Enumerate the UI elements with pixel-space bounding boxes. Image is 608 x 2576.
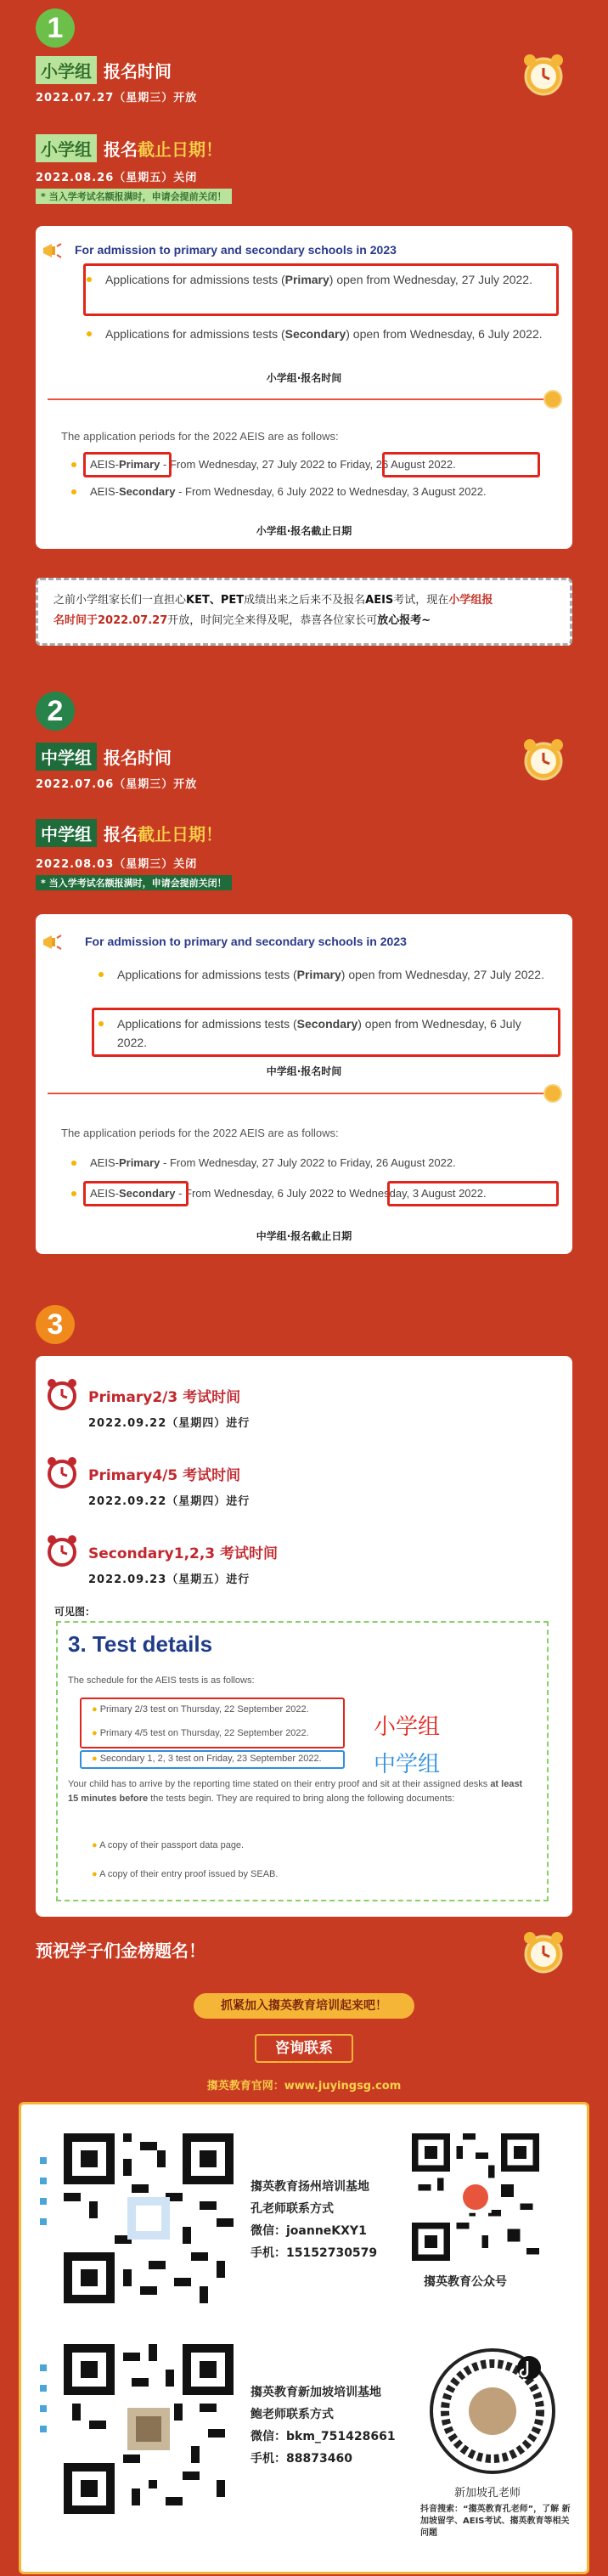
caption-deadline: 小学组·报名截止日期 [256, 525, 352, 537]
aeis-primary-row: AEIS-Primary - From Wednesday, 27 July 2022 to Friday, 26 August 2022. [90, 1154, 566, 1172]
periods-intro: The application periods for the 2022 AEIS are as follows: [61, 430, 339, 443]
website-link[interactable]: 搊英教育官网：www.juyingsg.com [206, 2080, 402, 2093]
yangzhou-contact: 搊英教育扬州培训基地 孔老师联系方式 微信：joanneKXY1 手机：15152730579 [251, 2180, 378, 2260]
parent-memo: 之前小学组家长们一直担心KET、PET成绩出来之后来不及报名AEIS考试，现在小学组报 名时间于2022.07.27开放，时间完全来得及呢，恭喜各位家长可放心报考~ [36, 578, 572, 646]
highlight-box [83, 263, 559, 316]
aeis-primary-row: AEIS-Primary - From Wednesday, 27 July 2022 to Friday, 26 August 2022. [90, 455, 566, 474]
primary-close-date: 2022.08.26（星期五）关闭 [36, 172, 198, 184]
megaphone-icon [41, 240, 63, 262]
secondary-tag: 中学组 [36, 743, 97, 771]
exam-primary23-date: 2022.09.22（星期四）进行 [88, 1417, 251, 1430]
join-banner[interactable]: 抓紧加入搊英教育培训起来吧！ [194, 1993, 414, 2019]
secondary-open-date: 2022.07.06（星期三）开放 [36, 778, 198, 791]
secondary-group-label: 中学组 [374, 1752, 441, 1777]
singapore-contact: 搊英教育新加坡培训基地 鲍老师联系方式 微信：bkm_751428661 手机：88873460 [251, 2386, 396, 2466]
wish-text: 预祝学子们金榜题名！ [36, 1940, 205, 1961]
secondary-open-bullet: Applications for admissions tests (Secondary) open from Wednesday, 6 July 2022. [117, 1014, 550, 1052]
douyin-name: 新加坡孔老师 [454, 2487, 521, 2500]
alarm-clock-icon [520, 1929, 567, 1976]
section-number-3: 3 [36, 1305, 75, 1344]
primary-open-bullet: Applications for admissions tests (Primary) open from Wednesday, 27 July 2022. [117, 965, 550, 984]
secondary-info-card [36, 914, 572, 1254]
alarm-clock-icon [44, 1533, 80, 1568]
registration-time-title: 报名时间 [104, 748, 172, 768]
official-account-caption: 搊英教育公众号 [424, 2275, 507, 2289]
highlight-deadline [382, 452, 540, 477]
divider-dot [543, 390, 562, 409]
registration-time-title: 报名时间 [104, 61, 172, 82]
primary-tag: 小学组 [36, 56, 97, 84]
caption-registration-time: 小学组·报名时间 [266, 372, 342, 384]
doc-passport: ● A copy of their passport data page. [92, 1840, 245, 1850]
qr-code-official-account[interactable] [412, 2133, 539, 2261]
primary-info-card [36, 226, 572, 549]
early-close-notice: * 当入学考试名额报满时，申请会提前关闭！ [36, 189, 232, 204]
divider-dot [543, 1084, 562, 1103]
caption-deadline: 中学组·报名截止日期 [256, 1230, 352, 1242]
secondary-tag: 中学组 [36, 819, 97, 847]
qr-code-singapore[interactable] [64, 2344, 234, 2514]
aeis-secondary-row: AEIS-Secondary - From Wednesday, 6 July 2022 to Wednesday, 3 August 2022. [90, 483, 566, 501]
section-number-1: 1 [36, 8, 75, 48]
arrival-instructions: Your child has to arrive by the reporting time stated on their entry proof and sit at their assigned desks at least 15 minutes before the tests begin. They are required to bring along the following documents: [68, 1779, 523, 1804]
highlight-deadline [387, 1181, 559, 1206]
primary-open-date: 2022.07.27（星期三）开放 [36, 92, 198, 105]
douyin-caption: 抖音搜索：“搊英教育孔老师”，了解 新加坡留学、AEIS考试、搊英教育等相关问题 [420, 2505, 571, 2538]
primary-open-bullet: Applications for admissions tests (Primary) open from Wednesday, 27 July 2022. [105, 270, 547, 289]
exam-secondary-title: Secondary1,2,3 考试时间 [88, 1545, 279, 1562]
divider [48, 398, 549, 400]
exam-primary23-title: Primary2/3 考试时间 [88, 1389, 241, 1406]
contact-panel [19, 2102, 589, 2574]
secondary-open-bullet: Applications for admissions tests (Secondary) open from Wednesday, 6 July 2022. [105, 325, 547, 343]
caption-registration-time: 中学组·报名时间 [266, 1065, 342, 1077]
highlight-secondary [83, 1181, 189, 1206]
card-heading: For admission to primary and secondary schools in 2023 [85, 935, 407, 948]
primary-registration-header [36, 56, 172, 84]
test-primary45: ● Primary 4/5 test on Thursday, 22 September 2022. [92, 1728, 309, 1738]
exam-primary45-date: 2022.09.22（星期四）进行 [88, 1495, 251, 1508]
secondary-deadline-header [36, 819, 222, 847]
periods-intro: The application periods for the 2022 AEIS are as follows: [61, 1127, 339, 1139]
highlight-primary [83, 452, 172, 477]
exam-secondary-date: 2022.09.23（星期五）进行 [88, 1573, 251, 1586]
aeis-secondary-row: AEIS-Secondary - From Wednesday, 6 July 2022 to Wednesday, 3 August 2022. [90, 1184, 566, 1203]
test-primary23: ● Primary 2/3 test on Thursday, 22 September 2022. [92, 1704, 309, 1715]
test-details-box [56, 1621, 549, 1901]
qr-code-yangzhou[interactable] [64, 2133, 234, 2303]
primary-tag: 小学组 [36, 134, 97, 162]
card-heading: For admission to primary and secondary schools in 2023 [75, 243, 397, 257]
megaphone-icon [41, 931, 63, 953]
deadline-label: 截止日期！ [138, 139, 222, 160]
primary-group-label: 小学组 [374, 1715, 441, 1740]
test-details-title: 3. Test details [68, 1631, 213, 1657]
exam-primary45-title: Primary4/5 考试时间 [88, 1467, 241, 1484]
consult-button[interactable]: 咨询联系 [255, 2034, 353, 2063]
highlight-box [92, 1008, 560, 1057]
secondary-close-date: 2022.08.03（星期三）关闭 [36, 858, 198, 871]
test-details-intro: The schedule for the AEIS tests is as follows: [68, 1675, 255, 1686]
registration-label: 报名 [104, 824, 138, 845]
alarm-clock-icon [44, 1455, 80, 1490]
divider [48, 1093, 549, 1094]
alarm-clock-icon [44, 1376, 80, 1412]
early-close-notice: * 当入学考试名额报满时，申请会提前关闭！ [36, 875, 232, 890]
registration-label: 报名 [104, 139, 138, 160]
doc-entry-proof: ● A copy of their entry proof issued by SEAB. [92, 1869, 279, 1879]
secondary-registration-header [36, 743, 172, 771]
deadline-label: 截止日期！ [138, 824, 222, 845]
alarm-clock-icon [520, 51, 567, 99]
primary-deadline-header [36, 134, 222, 162]
alarm-clock-icon [520, 736, 567, 783]
section-number-2: 2 [36, 692, 75, 731]
douyin-qr-code[interactable] [429, 2347, 556, 2475]
reference-label: 可见图： [54, 1606, 96, 1618]
test-secondary: ● Secondary 1, 2, 3 test on Friday, 23 September 2022. [92, 1754, 322, 1764]
